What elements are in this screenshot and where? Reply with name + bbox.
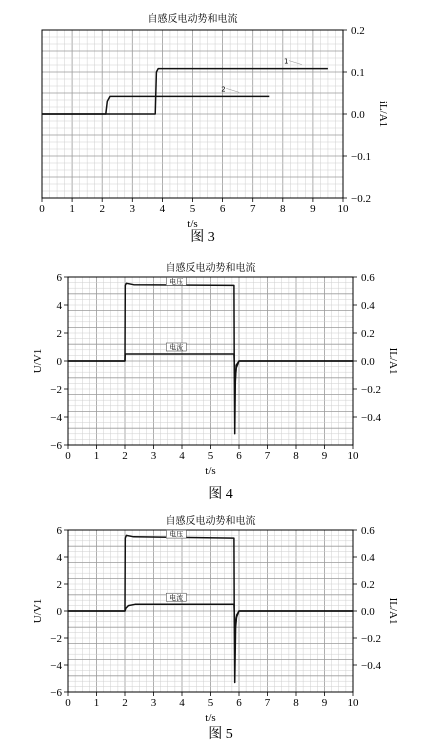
x-tick-label: 1 [93, 697, 100, 709]
y-tick-label: 2 [56, 328, 62, 340]
y-tick-label: −4 [50, 412, 62, 424]
y2-axis-label: IL/A1 [387, 597, 399, 625]
x-tick-label: 2 [99, 203, 105, 215]
y2-tick-label: 0.2 [351, 25, 365, 37]
y2-tick-label: 0.1 [351, 67, 365, 79]
y2-tick-label: 0.6 [361, 272, 375, 284]
chart-2 [32, 261, 399, 502]
series-label: 电压 [169, 530, 184, 539]
y-tick-label: −6 [50, 687, 62, 699]
x-tick-label: 10 [337, 203, 349, 215]
x-tick-label: 0 [65, 450, 71, 462]
y-tick-label: 0 [56, 356, 62, 368]
y2-tick-label: −0.2 [351, 193, 371, 205]
x-tick-label: 1 [93, 450, 100, 462]
x-tick-label: 2 [122, 450, 128, 462]
y2-tick-label: 0.6 [361, 525, 375, 537]
y2-tick-label: 0.4 [361, 300, 375, 312]
figure-caption: 图 4 [208, 487, 233, 502]
x-axis-label: t/s [205, 465, 216, 477]
x-tick-label: 0 [65, 697, 71, 709]
chart-title: 自感反电动势和电流 [165, 263, 256, 274]
y-tick-label: 2 [56, 579, 62, 591]
y-tick-label: −4 [50, 660, 62, 672]
x-tick-label: 0 [39, 203, 45, 215]
chart-3 [32, 514, 399, 742]
series-label-leader [289, 61, 302, 65]
y-tick-label: −6 [50, 440, 62, 452]
series-label: 电流 [169, 593, 184, 602]
x-tick-label: 7 [264, 697, 271, 709]
figure-caption: 图 3 [190, 230, 215, 245]
x-tick-label: 9 [321, 450, 328, 462]
y2-tick-label: 0.4 [361, 552, 375, 564]
series-label: 2 [221, 85, 226, 94]
y-tick-label: 6 [56, 525, 62, 537]
series-label: 电压 [169, 277, 184, 286]
x-tick-label: 6 [236, 697, 242, 709]
y2-tick-label: −0.4 [361, 412, 381, 424]
x-tick-label: 4 [179, 697, 185, 709]
y-tick-label: 0 [56, 606, 62, 618]
y-tick-label: 4 [56, 300, 62, 312]
y2-tick-label: −0.4 [361, 660, 381, 672]
x-tick-label: 5 [207, 697, 214, 709]
y2-tick-label: 0.0 [351, 109, 365, 121]
x-tick-label: 4 [159, 203, 166, 215]
x-tick-label: 9 [310, 203, 316, 215]
y2-tick-label: −0.1 [351, 151, 371, 163]
x-tick-label: 8 [293, 697, 299, 709]
x-tick-label: 1 [69, 203, 75, 215]
series-label-leader [226, 88, 239, 92]
x-tick-label: 5 [207, 450, 214, 462]
y-tick-label: 6 [56, 272, 62, 284]
x-axis-label: t/s [187, 218, 198, 230]
x-tick-label: 5 [189, 203, 196, 215]
figure-caption: 图 5 [208, 727, 233, 742]
y2-axis-label: iL/A1 [377, 100, 389, 128]
x-tick-label: 3 [150, 450, 157, 462]
chart-title: 自感反电动势和电流 [147, 14, 238, 25]
x-tick-label: 7 [249, 203, 256, 215]
y2-tick-label: −0.2 [361, 633, 381, 645]
series-label: 1 [283, 57, 289, 66]
y-tick-label: −2 [50, 384, 62, 396]
y2-tick-label: 0.2 [361, 579, 375, 591]
y2-axis-label: IL/A1 [387, 347, 399, 375]
x-tick-label: 9 [321, 697, 328, 709]
x-tick-label: 3 [129, 203, 136, 215]
y2-tick-label: 0.2 [361, 328, 375, 340]
series-label: 电流 [169, 343, 184, 352]
x-tick-label: 6 [236, 450, 242, 462]
y-tick-label: 4 [56, 552, 62, 564]
x-tick-label: 2 [122, 697, 128, 709]
y-axis-label: U/V1 [32, 348, 44, 374]
x-tick-label: 6 [219, 203, 226, 215]
x-tick-label: 3 [150, 697, 157, 709]
y-tick-label: −2 [50, 633, 62, 645]
chart-1 [39, 12, 389, 245]
y2-tick-label: −0.2 [361, 384, 381, 396]
y2-tick-label: 0.0 [361, 356, 375, 368]
y2-tick-label: 0.0 [361, 606, 375, 618]
x-tick-label: 10 [347, 450, 359, 462]
x-tick-label: 8 [293, 450, 299, 462]
chart-title: 自感反电动势和电流 [165, 516, 256, 527]
x-tick-label: 7 [264, 450, 271, 462]
x-axis-label: t/s [205, 712, 216, 724]
x-tick-label: 10 [347, 697, 359, 709]
x-tick-label: 4 [179, 450, 185, 462]
y-axis-label: U/V1 [32, 598, 44, 624]
x-tick-label: 8 [280, 203, 286, 215]
